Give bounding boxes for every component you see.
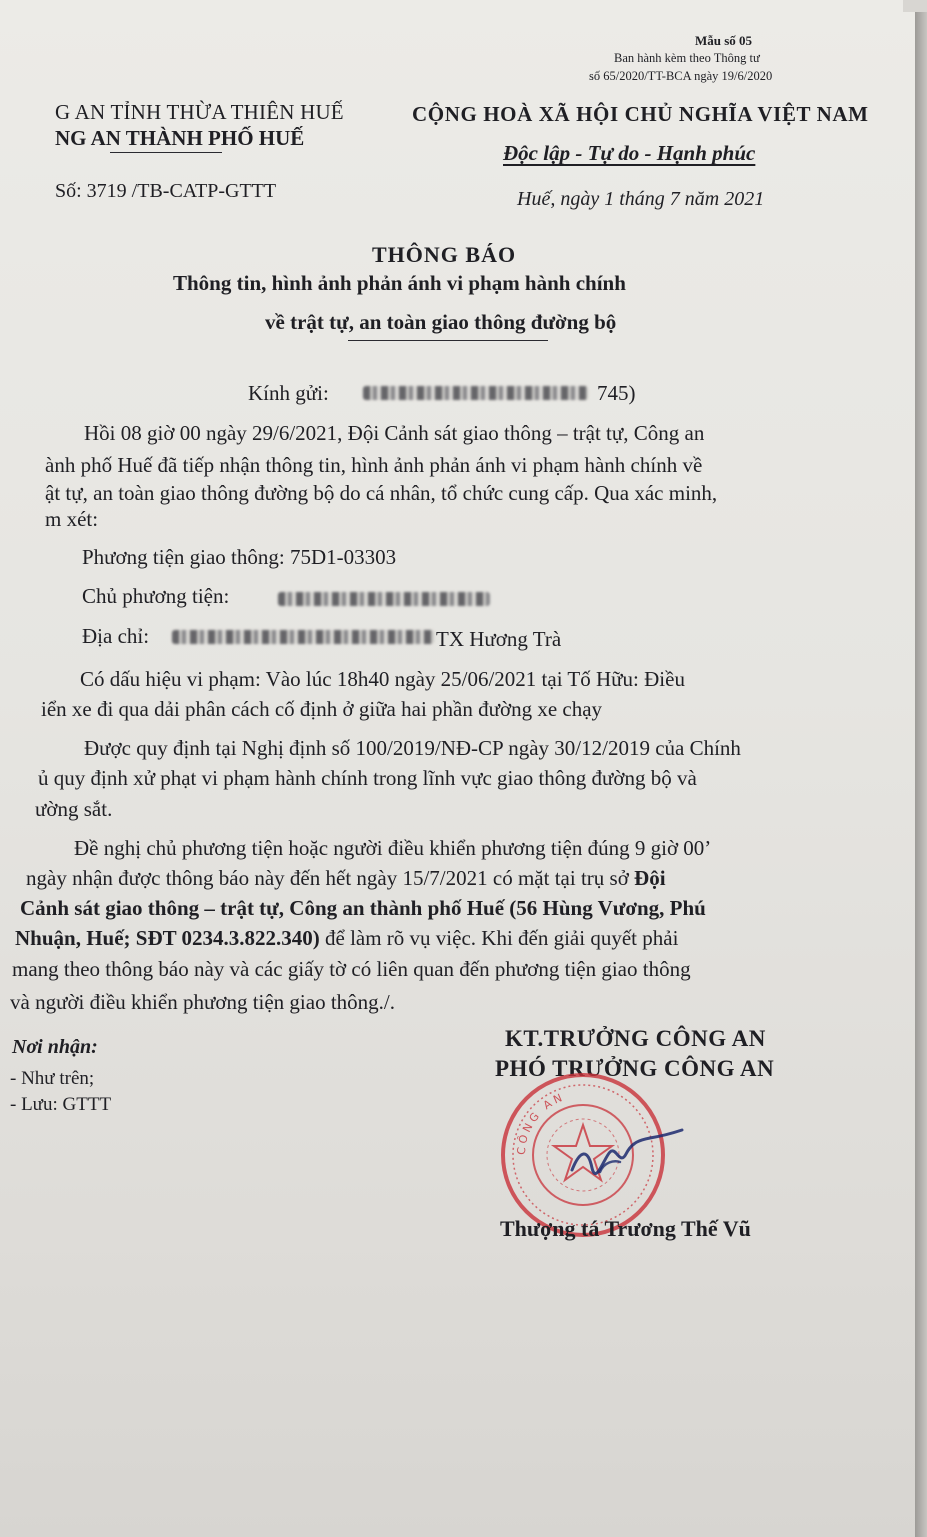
signer-name: Thượng tá Trương Thế Vũ bbox=[500, 1216, 751, 1241]
vehicle-plate: Phương tiện giao thông: 75D1-03303 bbox=[82, 545, 397, 569]
redacted-owner bbox=[278, 592, 490, 606]
document-title: THÔNG BÁO bbox=[372, 242, 517, 267]
redacted-recipient bbox=[363, 386, 588, 400]
document-date: Huế, ngày 1 tháng 7 năm 2021 bbox=[517, 188, 765, 210]
recipient-label: Kính gửi: bbox=[248, 381, 329, 405]
violation-line-2: iển xe đi qua dải phân cách cố định ở giữa hai phần đường xe chạy bbox=[41, 697, 603, 721]
regulation-line-1: Được quy định tại Nghị định số 100/2019/NĐ-CP ngày 30/12/2019 của Chính bbox=[84, 736, 741, 760]
recipient-item: - Như trên; bbox=[10, 1068, 95, 1089]
redacted-address bbox=[172, 630, 434, 644]
request-line-2: ngày nhận được thông báo này đến hết ngày 15/7/2021 có mặt tại trụ sở Đội bbox=[26, 866, 666, 890]
country-name: CỘNG HOÀ XÃ HỘI CHỦ NGHĨA VIỆT NAM bbox=[412, 102, 869, 126]
title-underline bbox=[348, 340, 548, 341]
page-edge-shadow bbox=[915, 0, 927, 1537]
document-number: Số: 3719 /TB-CATP-GTTT bbox=[55, 180, 277, 202]
agency-name: NG AN THÀNH PHỐ HUẾ bbox=[55, 126, 305, 150]
form-number: Mẫu số 05 bbox=[695, 33, 753, 48]
address-label: Địa chỉ: bbox=[82, 624, 150, 648]
handwritten-signature-icon bbox=[570, 1110, 690, 1190]
address-tail: TX Hương Trà bbox=[436, 627, 562, 651]
signature-title-2: PHÓ TRƯỞNG CÔNG AN bbox=[495, 1056, 775, 1081]
document-subtitle-2: về trật tự, an toàn giao thông đường bộ bbox=[265, 310, 617, 334]
form-note-2: số 65/2020/TT-BCA ngày 19/6/2020 bbox=[589, 69, 773, 83]
national-motto: Độc lập - Tự do - Hạnh phúc bbox=[503, 141, 756, 165]
paragraph-1-line-4: m xét: bbox=[45, 507, 99, 531]
recipients-label: Nơi nhận: bbox=[12, 1036, 98, 1058]
page-corner bbox=[903, 0, 927, 12]
request-line-3: Cảnh sát giao thông – trật tự, Công an thành phố Huế (56 Hùng Vương, Phú bbox=[20, 896, 706, 920]
paragraph-1-line-3: ật tự, an toàn giao thông đường bộ do cá nhân, tổ chức cung cấp. Qua xác minh, bbox=[45, 481, 718, 505]
request-line-5: mang theo thông báo này và các giấy tờ có liên quan đến phương tiện giao thông bbox=[12, 957, 691, 981]
document-subtitle-1: Thông tin, hình ảnh phản ánh vi phạm hành chính bbox=[173, 271, 626, 295]
seal-text: CÔNG AN bbox=[514, 1090, 567, 1156]
request-line-1: Đề nghị chủ phương tiện hoặc người điều khiển phương tiện đúng 9 giờ 00’ bbox=[74, 836, 712, 860]
violation-line-1: Có dấu hiệu vi phạm: Vào lúc 18h40 ngày 25/06/2021 tại Tố Hữu: Điều bbox=[80, 667, 685, 691]
owner-label: Chủ phương tiện: bbox=[82, 584, 230, 608]
paragraph-1-line-1: Hồi 08 giờ 00 ngày 29/6/2021, Đội Cảnh sát giao thông – trật tự, Công an bbox=[84, 421, 705, 445]
agency-underline bbox=[110, 152, 222, 153]
agency-parent: G AN TỈNH THỪA THIÊN HUẾ bbox=[55, 100, 344, 124]
paragraph-1-line-2: ành phố Huế đã tiếp nhận thông tin, hình ảnh phản ánh vi phạm hành chính về bbox=[45, 453, 703, 477]
request-line-4: Nhuận, Huế; SĐT 0234.3.822.340) để làm rõ vụ việc. Khi đến giải quyết phải bbox=[15, 926, 679, 950]
form-note-1: Ban hành kèm theo Thông tư bbox=[614, 51, 760, 65]
signature-title-1: KT.TRƯỞNG CÔNG AN bbox=[505, 1026, 766, 1051]
request-line-6: và người điều khiển phương tiện giao thông./. bbox=[10, 990, 396, 1014]
regulation-line-2: ủ quy định xử phạt vi phạm hành chính trong lĩnh vực giao thông đường bộ và bbox=[38, 766, 697, 790]
recipient-item: - Lưu: GTTT bbox=[10, 1094, 112, 1115]
recipient-tail: 745) bbox=[597, 381, 636, 405]
regulation-line-3: ường sắt. bbox=[35, 797, 113, 821]
